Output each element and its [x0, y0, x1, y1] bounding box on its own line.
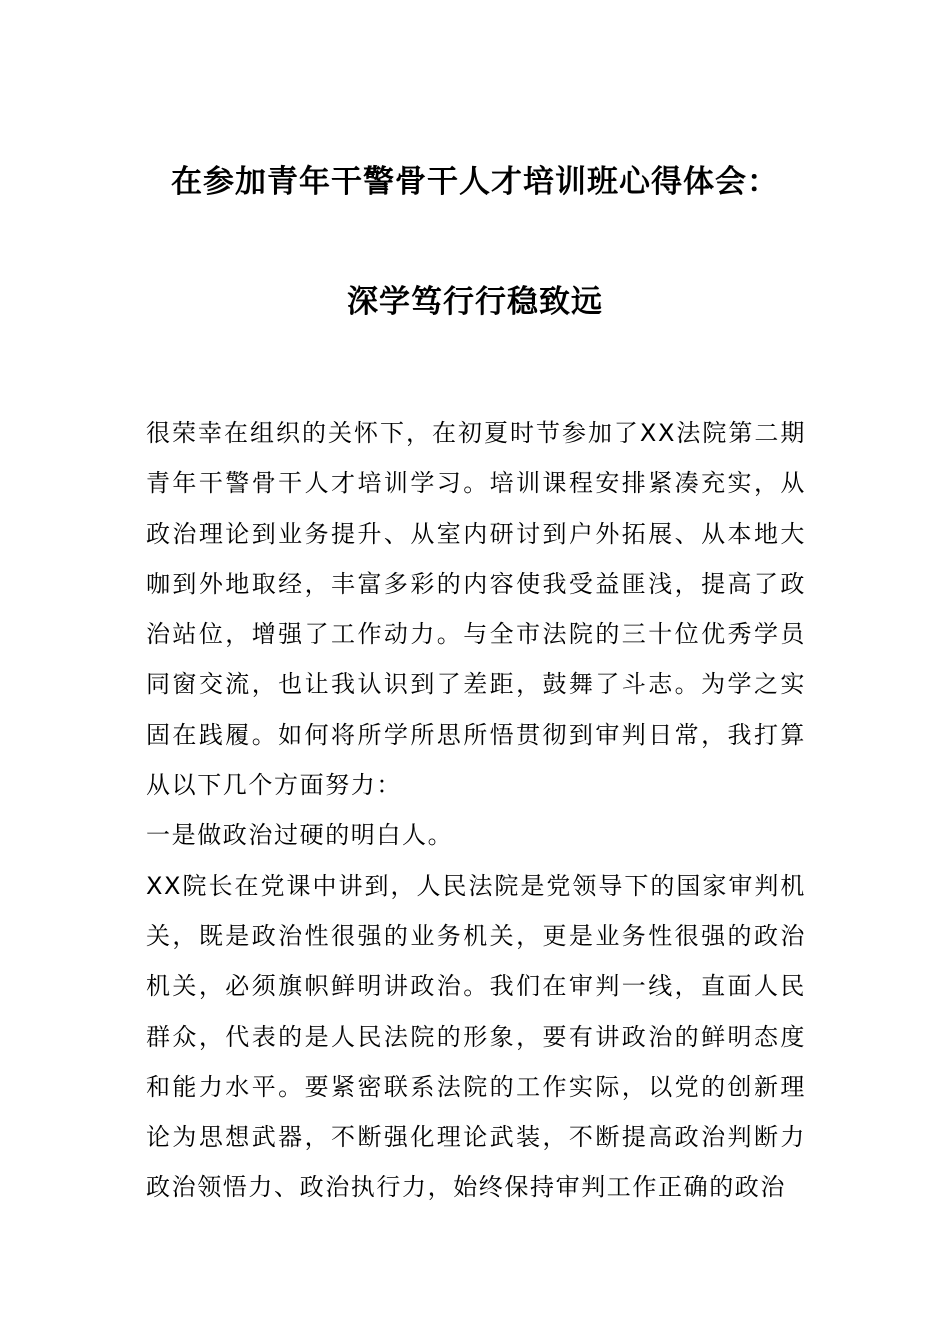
document-title-line2: 深学笃行行稳致远	[347, 284, 603, 320]
paragraph-politics: XX院长在党课中讲到，人民法院是党领导下的国家审判机关，既是政治性很强的业务机关，更是业务性很强的政治机关，必须旗帜鲜明讲政治。我们在审判一线，直面人民群众，代表的是人民法院的形象，要有讲政治的鲜明态度和能力水平。要紧密联系法院的工作实际，以党的创新理论为思想武器，不断强化理论武装，不断提高政治判断力政治领悟力、政治执行力，始终保持审判工作正确的政治	[146, 871, 806, 1202]
document-body	[146, 408, 806, 1213]
paragraph-intro: 很荣幸在组织的关怀下，在初夏时节参加了XX法院第二期青年干警骨干人才培训学习。培训课程安排紧凑充实，从政治理论到业务提升、从室内研讨到户外拓展、从本地大咖到外地取经，丰富多彩的内容使我受益匪浅，提高了政治站位，增强了工作动力。与全市法院的三十位优秀学员同窗交流，也让我认识到了差距，鼓舞了斗志。为学之实固在践履。如何将所学所思所悟贯彻到审判日常，我打算从以下几个方面努力：	[146, 419, 806, 800]
document-title-line1: 在参加青年干警骨干人才培训班心得体会：	[171, 164, 779, 200]
paragraph-heading-one: 一是做政治过硬的明白人。	[146, 821, 454, 850]
